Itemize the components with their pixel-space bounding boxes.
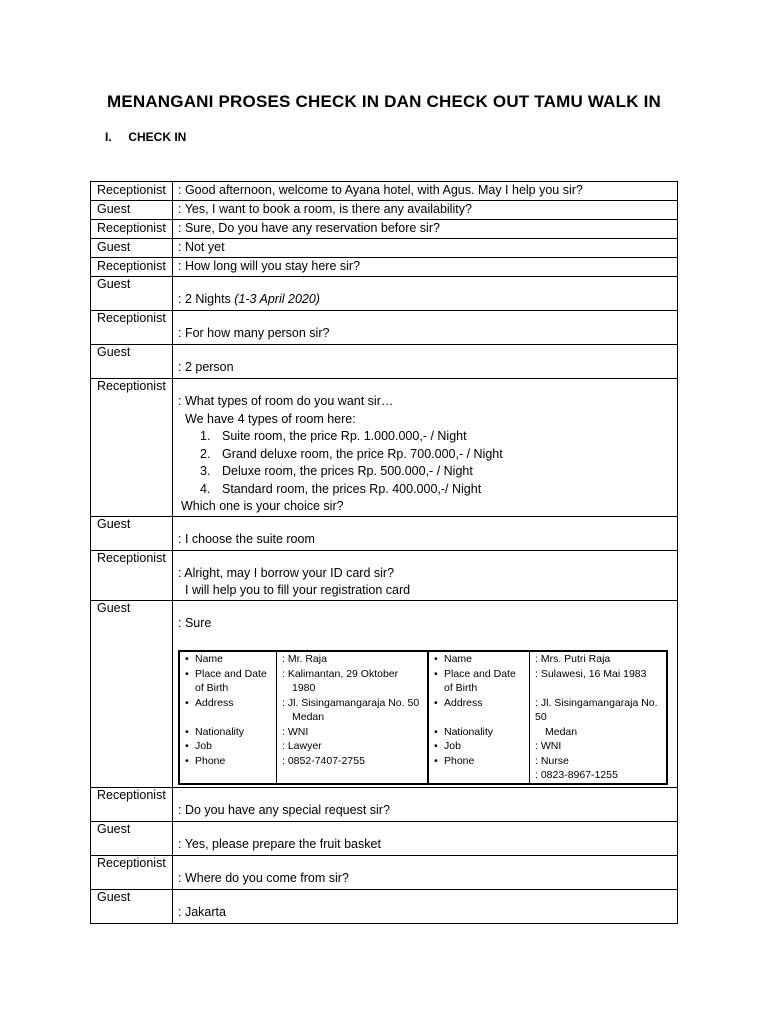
dialogue-row <box>91 889 678 923</box>
speaker-cell: Receptionist <box>91 787 173 821</box>
line-cell <box>173 889 678 923</box>
dialogue-row <box>91 258 678 277</box>
dialogue-row <box>91 600 678 787</box>
line-cell <box>173 516 678 550</box>
dialogue-row <box>91 379 678 517</box>
line-cell <box>173 277 678 311</box>
dialogue-row <box>91 239 678 258</box>
guest1-values: : Mr. Raja : Kalimantan, 29 Oktober 1980 : Jl. Sisingamangaraja No. 50 Medan : WNI : Lawyer : 0852-7407-2755 <box>277 651 429 784</box>
speaker-cell: Guest <box>91 821 173 855</box>
line-text: : For how many person sir? <box>178 326 330 340</box>
list-item: 4. Standard room, the prices Rp. 400.000,-/ Night <box>200 481 482 496</box>
speaker-cell: Guest <box>91 277 173 311</box>
line-text: : Where do you come from sir? <box>178 870 349 885</box>
speaker-cell: Guest <box>91 345 173 379</box>
speaker-cell: Guest <box>91 600 173 787</box>
speaker-cell: Guest <box>91 516 173 550</box>
line-cell: : Sure, Do you have any reservation before sir? <box>173 220 678 239</box>
dialogue-row <box>91 550 678 600</box>
line-cell: : How long will you stay here sir? <box>173 258 678 277</box>
line-cell <box>173 379 678 517</box>
speaker-cell: Guest <box>91 201 173 220</box>
stay-dates: (1-3 April 2020) <box>234 292 320 306</box>
line-text: : 2 person <box>178 360 234 374</box>
line-text: : Yes, please prepare the fruit basket <box>178 836 381 851</box>
speaker-cell: Receptionist <box>91 550 173 600</box>
line-text: I will help you to fill your registration card <box>185 583 411 597</box>
line-cell <box>173 787 678 821</box>
dialogue-row <box>91 277 678 311</box>
speaker-cell: Receptionist <box>91 379 173 517</box>
line-cell: : Yes, I want to book a room, is there any availability? <box>173 201 678 220</box>
speaker-cell: Receptionist <box>91 855 173 889</box>
line-cell <box>173 550 678 600</box>
speaker-cell: Receptionist <box>91 311 173 345</box>
line-text: : 2 Nights <box>178 292 235 306</box>
dialogue-row <box>91 220 678 239</box>
speaker-cell: Receptionist <box>91 258 173 277</box>
registration-labels: • Name • Place and Date of Birth • Address • Nationality • Job • Phone <box>428 651 530 784</box>
dialogue-row <box>91 516 678 550</box>
speaker-cell: Receptionist <box>91 182 173 201</box>
dialogue-row <box>91 821 678 855</box>
dialogue-row <box>91 787 678 821</box>
dialogue-row <box>91 311 678 345</box>
dialogue-row <box>91 855 678 889</box>
document-title: MENANGANI PROSES CHECK IN DAN CHECK OUT TAMU WALK IN <box>106 92 662 111</box>
dialogue-table <box>90 181 678 924</box>
dialogue-row <box>91 345 678 379</box>
line-cell <box>173 821 678 855</box>
line-text: : Sure <box>178 615 212 630</box>
line-cell <box>173 311 678 345</box>
list-item: 3. Deluxe room, the prices Rp. 500.000,- / Night <box>200 464 473 478</box>
line-text: Which one is your choice sir? <box>181 499 344 513</box>
registration-card <box>178 650 668 785</box>
line-cell <box>173 345 678 379</box>
guest2-values: : Mrs. Putri Raja : Sulawesi, 16 Mai 1983 : Jl. Sisingamangaraja No. 50 Medan : WNI : Nurse : 0823-8967-1255 <box>530 651 668 784</box>
section-label: CHECK IN <box>128 130 187 144</box>
section-heading <box>105 130 186 144</box>
section-number: I. <box>105 130 112 144</box>
line-cell <box>173 600 678 787</box>
speaker-cell: Guest <box>91 239 173 258</box>
dialogue-row <box>91 182 678 201</box>
line-text: : I choose the suite room <box>178 531 315 546</box>
line-text: : Jakarta <box>178 904 226 919</box>
dialogue-row <box>91 201 678 220</box>
speaker-cell: Receptionist <box>91 220 173 239</box>
speaker-cell: Guest <box>91 889 173 923</box>
line-cell: : Not yet <box>173 239 678 258</box>
list-item: 1. Suite room, the price Rp. 1.000.000,- / Night <box>200 429 467 443</box>
line-text: : Do you have any special request sir? <box>178 802 390 817</box>
line-text: We have 4 types of room here: <box>185 411 356 426</box>
line-cell: : Good afternoon, welcome to Ayana hotel, with Agus. May I help you sir? <box>173 182 678 201</box>
list-item: 2. Grand deluxe room, the price Rp. 700.000,- / Night <box>200 446 503 461</box>
registration-labels: • Name • Place and Date of Birth • Address • Nationality • Job • Phone <box>179 651 277 784</box>
line-cell <box>173 855 678 889</box>
line-text: : What types of room do you want sir… <box>178 394 394 408</box>
line-text: : Alright, may I borrow your ID card sir? <box>178 565 395 580</box>
room-types-list <box>178 428 672 498</box>
